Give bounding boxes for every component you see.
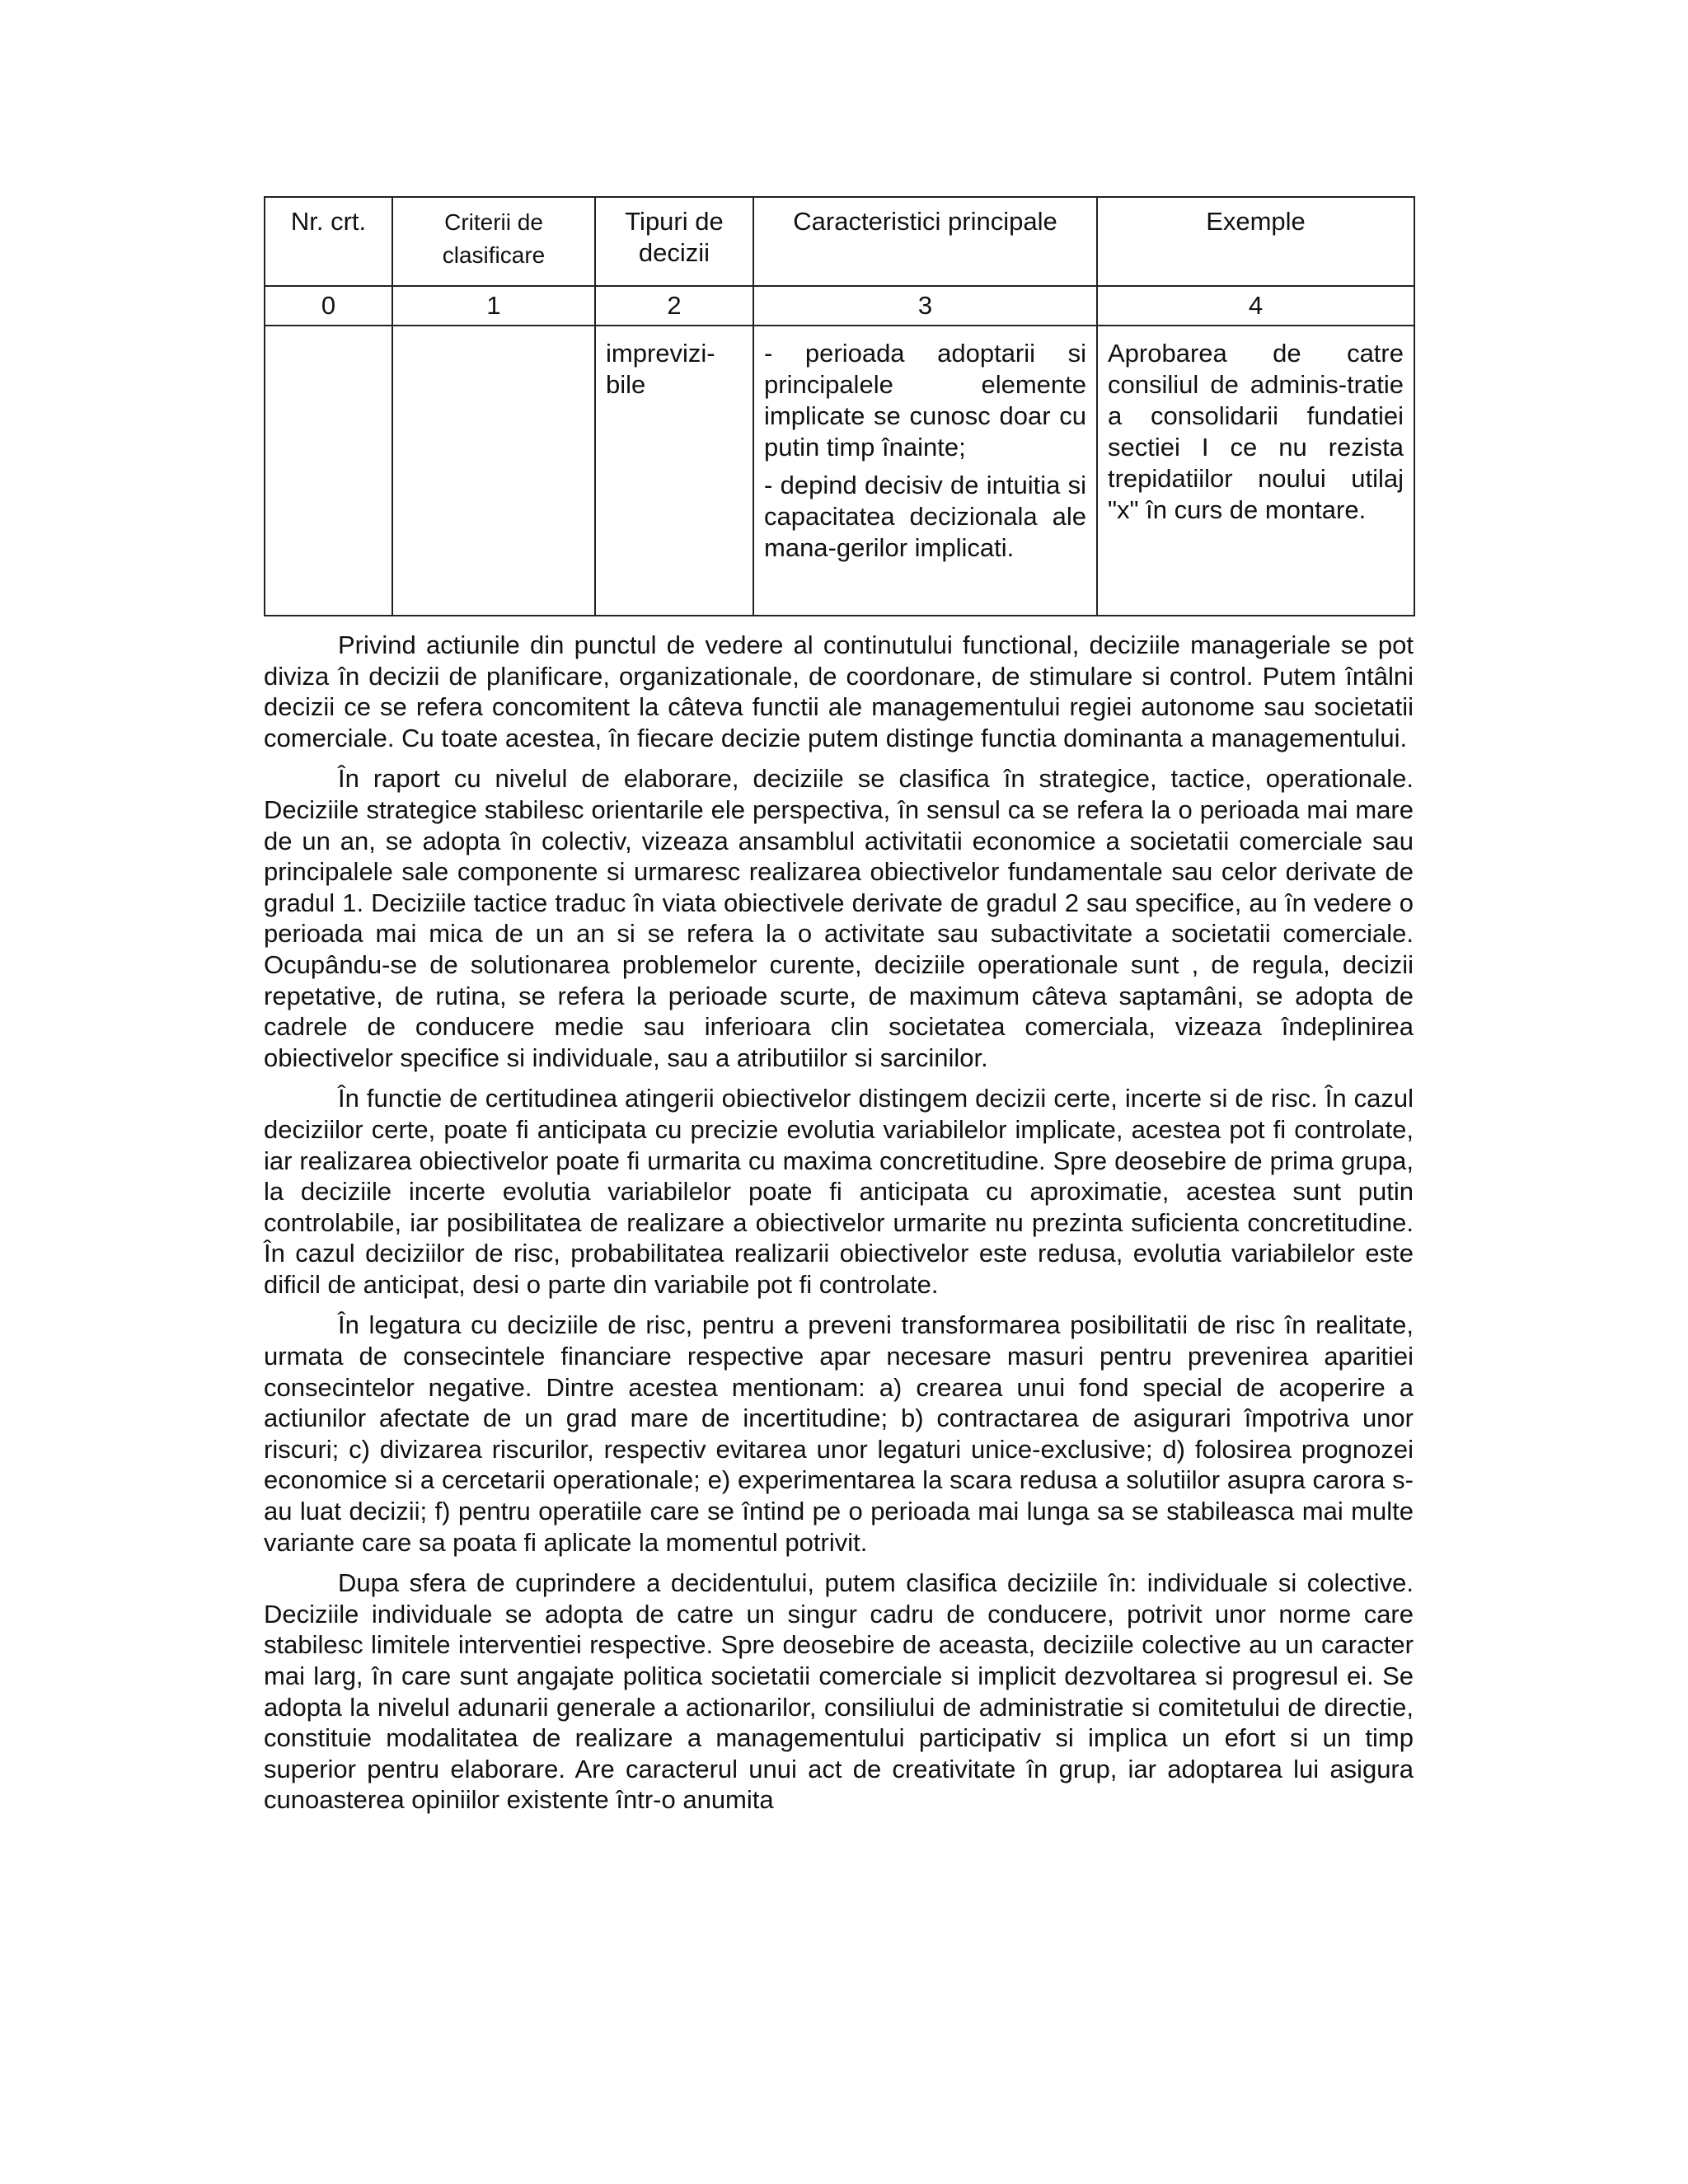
header-cell: Caracteristici principale: [753, 197, 1097, 286]
index-cell: 2: [595, 286, 753, 326]
table-header-row: [265, 197, 1414, 286]
index-cell: 4: [1097, 286, 1414, 326]
paragraph: În legatura cu deciziile de risc, pentru a preveni transformarea posibilitatii de risc în realitate, urmata de consecintele financiare respective apar necesare masuri pentru prevenirea aparitiei consecintelor negative. Dintre acestea mentionam: a) crearea unui fond special de acoperire a actiunilor afectate de un grad mare de incertitudine; b) contractarea de asigurari împotriva unor riscuri; c) divizarea riscurilor, respectiv evitarea unor legaturi unice-exclusive; d) folosirea prognozei economice si a cercetarii operationale; e) experimentarea la scara redusa a solutiilor asupra carora s-au luat decizii; f) pentru operatiile care se întind pe o perioada mai lunga sa se stabileasca mai multe variante care sa poata fi aplicate la momentul potrivit.: [264, 1310, 1414, 1557]
caracteristici-cell: [753, 326, 1097, 616]
criteriu-cell: [392, 326, 595, 616]
header-cell: Tipuri de decizii: [595, 197, 753, 286]
caracteristica-item: - depind decisiv de intuitia si capacitatea decizionala ale mana-gerilor implicati.: [764, 471, 1086, 562]
table-row: [265, 326, 1414, 616]
paragraph: În functie de certitudinea atingerii obiectivelor distingem decizii certe, incerte si de risc. În cazul deciziilor certe, poate fi anticipata cu precizie evolutia variabilelor implicate, acestea pot fi controlate, iar realizarea obiectivelor poate fi urmarita cu maxima concretitudine. Spre deosebire de prima grupa, la deciziile incerte evolutia variabilelor poate fi anticipata cu aproximatie, acestea sunt putin controlabile, iar posibilitatea de realizare a obiectivelor urmarite nu prezinta suficienta concretitudine. În cazul deciziilor de risc, probabilitatea realizarii obiectivelor este redusa, evolutia variabilelor este dificil de anticipat, desi o parte din variabile pot fi controlate.: [264, 1084, 1414, 1299]
paragraph: Privind actiunile din punctul de vedere al continutului functional, deciziile manageriale se pot diviza în decizii de planificare, organizationale, de coordonare, de stimulare si control. Putem întâlni decizii ce se refera concomitent la câteva functii ale managementului regiei autonome sau societatii comerciale. Cu toate acestea, în fiecare decizie putem distinge functia dominanta a managementului.: [264, 630, 1414, 752]
nr-cell: [265, 326, 392, 616]
header-cell: Nr. crt.: [265, 197, 392, 286]
tip-cell: imprevizi-bile: [595, 326, 753, 616]
exemple-cell: Aprobarea de catre consiliul de adminis-tratie a consolidarii fundatiei sectiei I ce nu rezista trepidatiilor noului utilaj "x" în curs de montare.: [1097, 326, 1414, 616]
document-page: [264, 196, 1414, 1825]
paragraph: În raport cu nivelul de elaborare, deciziile se clasifica în strategice, tactice, operationale. Deciziile strategice stabilesc orientarile ele perspectiva, în sensul ca se refera la o perioada mai mare de un an, se adopta în colectiv, vizeaza ansamblul activitatii economice a societatii comerciale sau principalele sale componente si urmaresc realizarea obiectivelor fundamentale sau celor derivate de gradul 1. Deciziile tactice traduc în viata obiectivele derivate de gradul 2 sau specifice, au în vedere o perioada mai mica de un an si se refera la o activitate sau subactivitate a societatii comerciale. Ocupându-se de solutionarea problemelor curente, deciziile operationale sunt , de regula, decizii repetative, de rutina, se refera la perioade scurte, de maximum câteva saptamâni, se adopta de cadrele de conducere medie sau inferioara clin societatea comerciala, vizeaza îndeplinirea obiectivelor specifice si individuale, sau a atributiilor si sarcinilor.: [264, 764, 1414, 1072]
table-index-row: [265, 286, 1414, 326]
header-cell: Criterii de clasificare: [392, 197, 595, 286]
header-cell: Exemple: [1097, 197, 1414, 286]
caracteristica-item: - perioada adoptarii si principalele elemente implicate se cunosc doar cu putin timp înainte;: [764, 339, 1086, 462]
body-text: [264, 630, 1414, 1816]
index-cell: 1: [392, 286, 595, 326]
index-cell: 0: [265, 286, 392, 326]
classification-table: [264, 196, 1415, 616]
index-cell: 3: [753, 286, 1097, 326]
paragraph: Dupa sfera de cuprindere a decidentului, putem clasifica deciziile în: individuale si colective. Deciziile individuale se adopta de catre un singur cadru de conducere, potrivit unor norme care stabilesc limitele interventiei respective. Spre deosebire de aceasta, deciziile colective au un caracter mai larg, în care sunt angajate politica societatii comerciale si implicit dezvoltarea si progresul ei. Se adopta la nivelul adunarii generale a actionarilor, consiliului de administratie si comitetului de directie, constituie modalitatea de realizare a managementului participativ si implica un efort si un timp superior pentru elaborare. Are caracterul unui act de creativitate în grup, iar adoptarea lui asigura cunoasterea opiniilor existente într-o anumita: [264, 1568, 1414, 1815]
